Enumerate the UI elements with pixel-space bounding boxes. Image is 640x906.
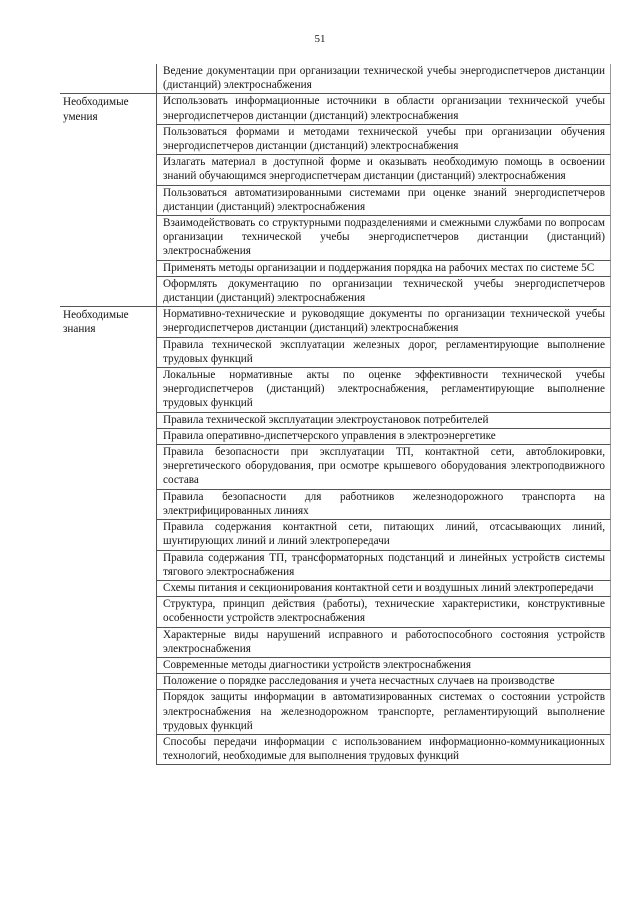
table-row: Правила оперативно-диспетчерского управления в электроэнергетике (157, 428, 611, 444)
section-items (156, 93, 611, 306)
competency-table (60, 64, 611, 765)
table-row: Пользоваться формами и методами технической учебы при организации обучения энергодиспетчеров дистанции (дистанций) электроснабжения (157, 124, 611, 154)
table-row: Ведение документации при организации технической учебы энергодиспетчеров дистанции (дистанций) электроснабжения (157, 64, 611, 93)
table-row: Нормативно-технические и руководящие документы по организации технической учебы энергодиспетчеров дистанции (дистанций) электроснабжения (157, 306, 611, 336)
table-section-skills (60, 93, 611, 306)
table-row: Излагать материал в доступной форме и оказывать необходимую помощь в освоении знаний обучающимся энергодиспетчерам дистанции (дистанций) электроснабжения (157, 154, 611, 184)
table-row: Использовать информационные источники в области организации технической учебы энергодиспетчеров дистанции (дистанций) электроснабжения (157, 93, 611, 123)
table-row: Способы передачи информации с использованием информационно-коммуникационных технологий, необходимые для выполнения трудовых функций (157, 734, 611, 765)
page-number: 51 (314, 33, 326, 45)
table-row: Характерные виды нарушений исправного и работоспособного состояния устройств электроснабжения (157, 627, 611, 657)
section-items (156, 306, 611, 765)
table-section-knowledge (60, 306, 611, 765)
table-row: Схемы питания и секционирования контактной сети и воздушных линий электропередачи (157, 580, 611, 596)
table-row: Правила технической эксплуатации электроустановок потребителей (157, 412, 611, 428)
table-row: Порядок защиты информации в автоматизированных системах о состоянии устройств электроснабжения на железнодорожном транспорте, регламентирующий выполнение трудовых функций (157, 689, 611, 734)
table-row: Положение о порядке расследования и учета несчастных случаев на производстве (157, 673, 611, 689)
table-row: Правила содержания ТП, трансформаторных подстанций и линейных устройств системы тягового электроснабжения (157, 550, 611, 580)
section-label (60, 64, 156, 93)
table-row: Правила безопасности для работников железнодорожного транспорта на электрифицированных линиях (157, 489, 611, 519)
table-row: Структура, принцип действия (работы), технические характеристики, конструктивные особенности устройств электроснабжения (157, 596, 611, 626)
table-row: Современные методы диагностики устройств электроснабжения (157, 657, 611, 673)
section-label-skills: Необходимые умения (60, 93, 156, 306)
table-row: Правила содержания контактной сети, питающих линий, отсасывающих линий, шунтирующих линий и линий электропередачи (157, 519, 611, 549)
table-row: Пользоваться автоматизированными системами при оценке знаний энергодиспетчеров дистанции (дистанций) электроснабжения (157, 185, 611, 215)
table-section-continued (60, 64, 611, 93)
table-row: Правила технической эксплуатации железных дорог, регламентирующие выполнение трудовых функций (157, 337, 611, 367)
section-label-knowledge: Необходимые знания (60, 306, 156, 765)
table-row: Применять методы организации и поддержания порядка на рабочих местах по системе 5С (157, 260, 611, 276)
table-row: Оформлять документацию по организации технической учебы энергодиспетчеров дистанции (дистанций) электроснабжения (157, 276, 611, 306)
section-items (156, 64, 611, 93)
table-row: Правила безопасности при эксплуатации ТП, контактной сети, автоблокировки, энергетического оборудования, при осмотре крышевого оборудования электроподвижного состава (157, 444, 611, 489)
table-row: Взаимодействовать со структурными подразделениями и смежными службами по вопросам организации технической учебы энергодиспетчеров дистанции (дистанций) электроснабжения (157, 215, 611, 260)
table-row: Локальные нормативные акты по оценке эффективности технической учебы энергодиспетчеров (дистанций) электроснабжения, регламентирующие выполнение трудовых функций (157, 367, 611, 412)
